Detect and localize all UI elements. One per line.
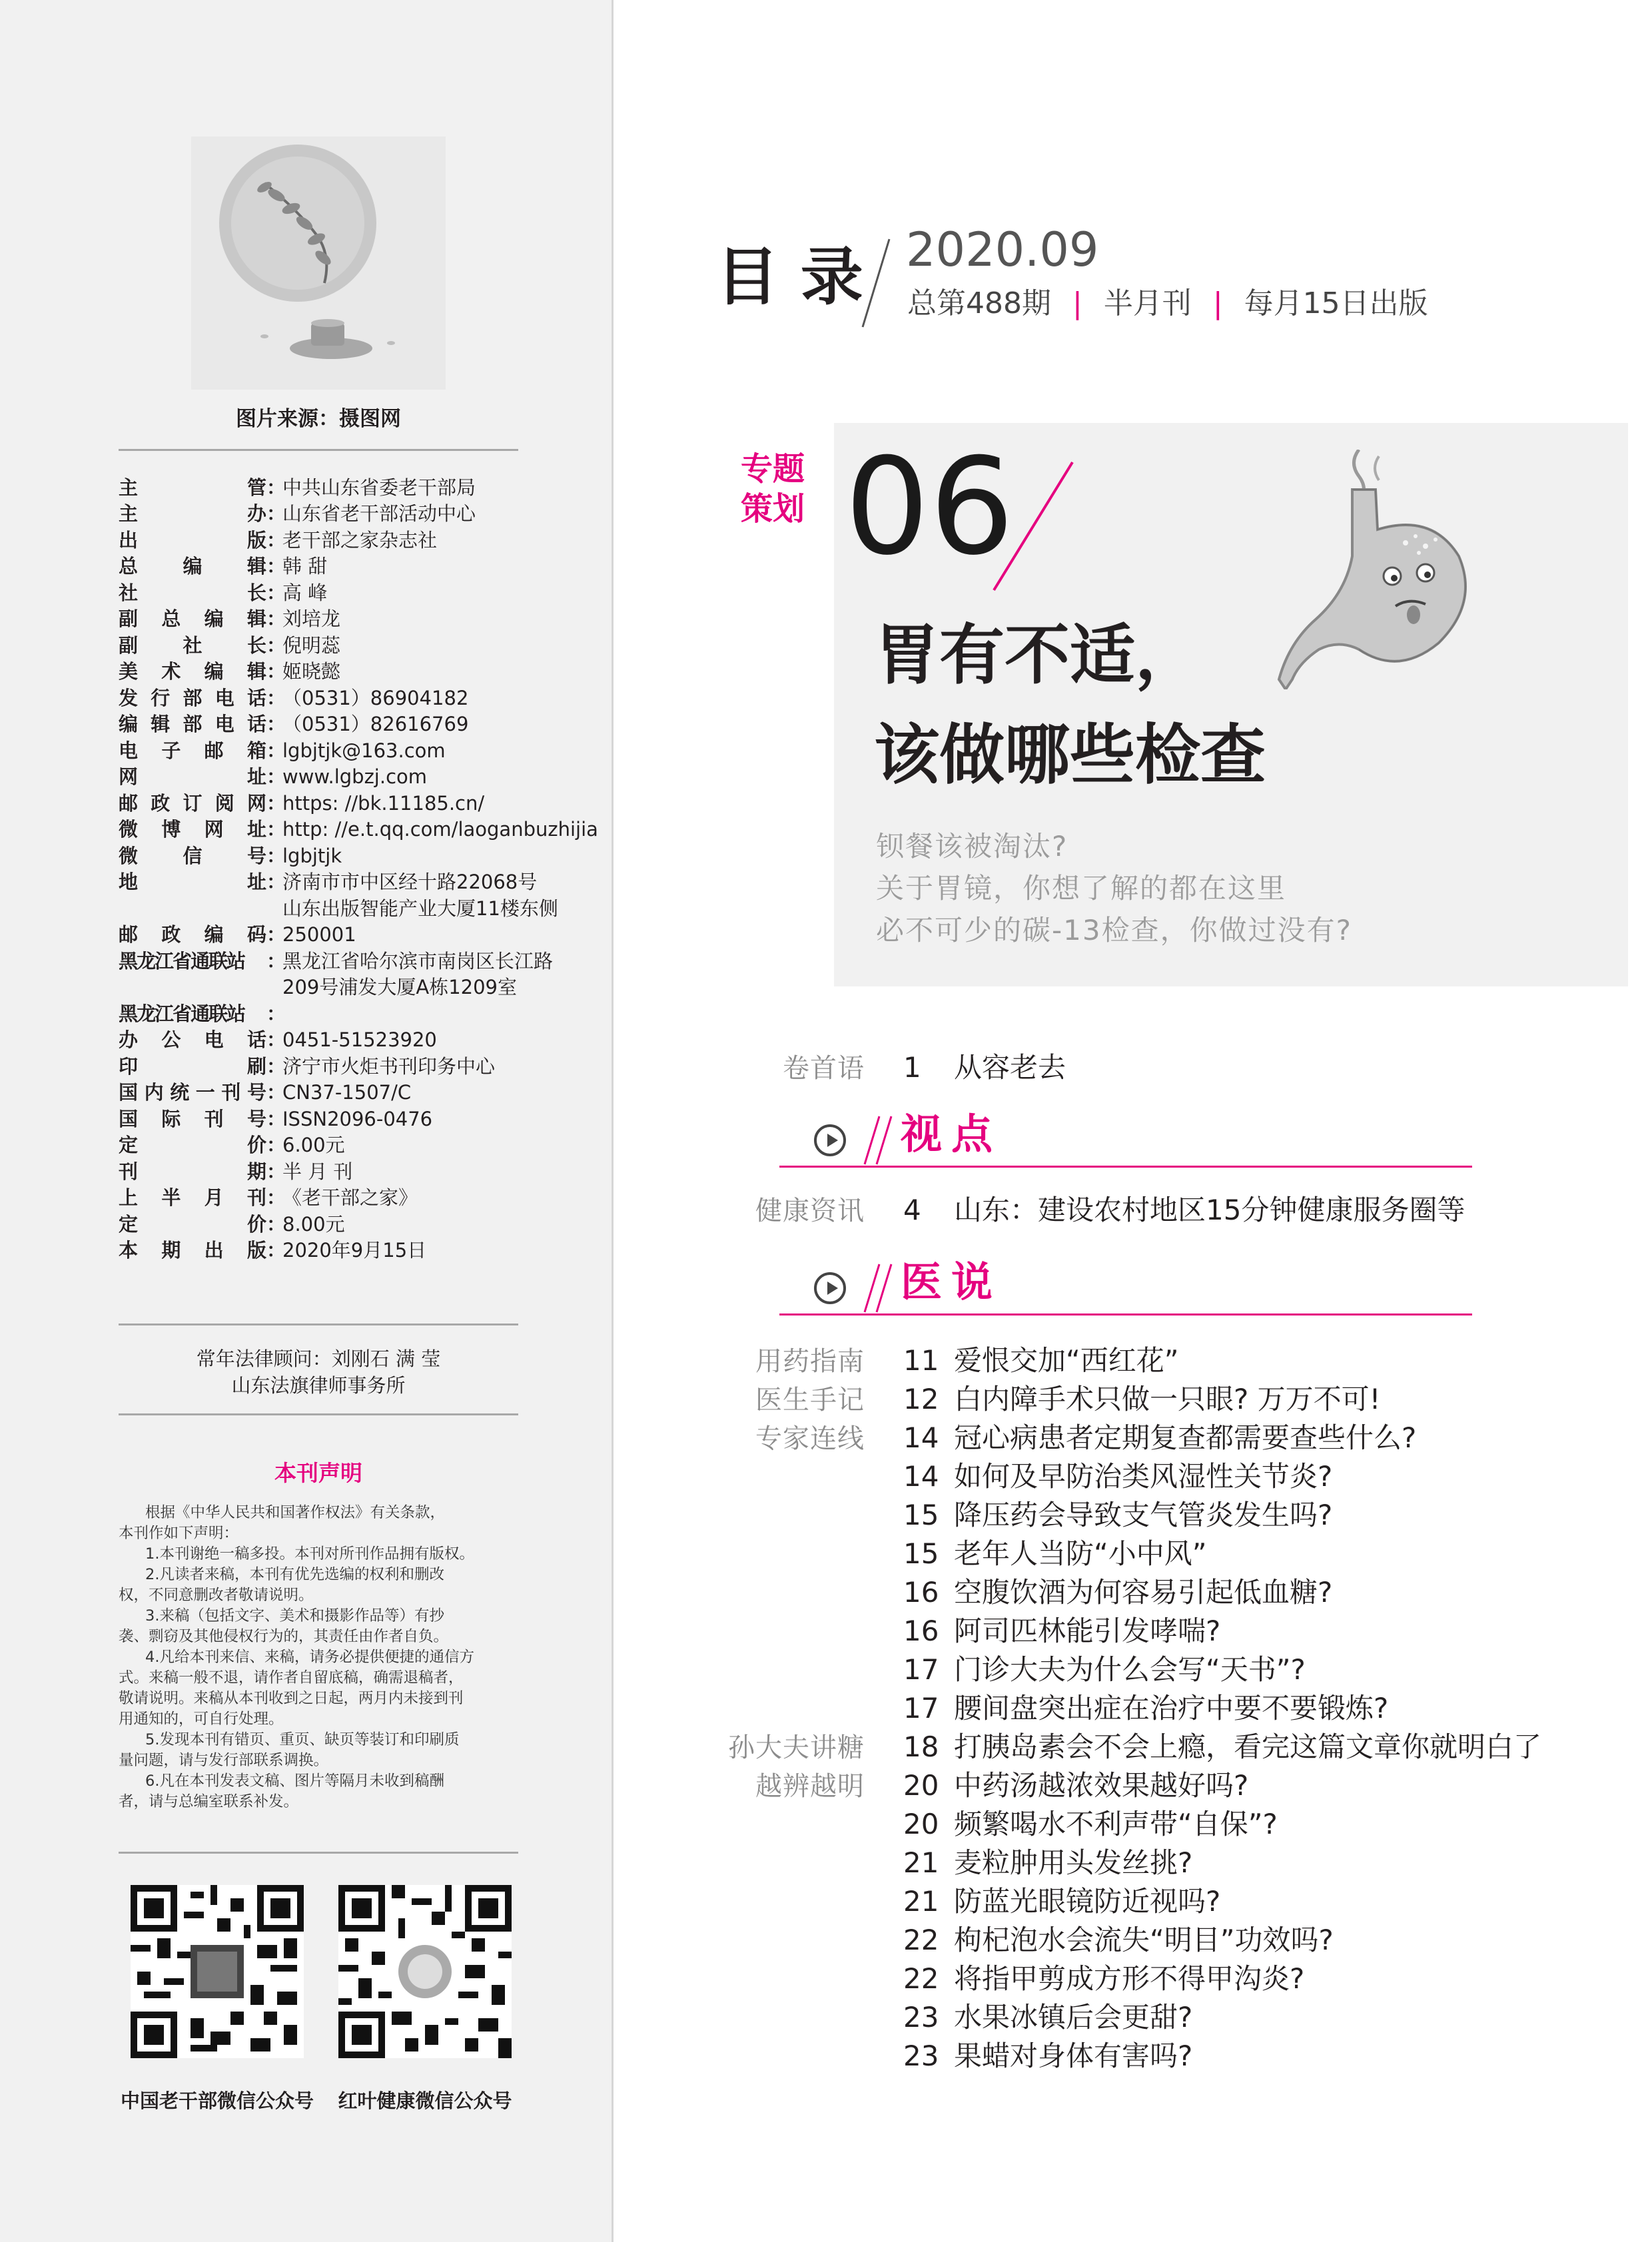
masthead-row bbox=[119, 554, 327, 580]
toc-title[interactable]: 门诊大夫为什么会写“天书”? bbox=[954, 1653, 1306, 1686]
masthead-key: 社 长 bbox=[119, 581, 266, 604]
masthead-colon: ： bbox=[266, 1186, 286, 1209]
divider bbox=[119, 1852, 518, 1854]
toc-page-number: 14 bbox=[903, 1421, 939, 1454]
separator: | bbox=[1072, 286, 1082, 320]
masthead-key: 总 编 辑 bbox=[119, 555, 266, 577]
masthead-key: 刊 期 bbox=[119, 1160, 266, 1183]
masthead-row bbox=[119, 790, 484, 817]
declaration-line: 3.来稿（包括文字、美术和摄影作品等）有抄 bbox=[145, 1607, 444, 1625]
toc-page-number: 22 bbox=[903, 1962, 939, 1995]
masthead-key: 印 刷 bbox=[119, 1054, 266, 1078]
masthead-colon: ： bbox=[266, 581, 286, 604]
section-slash bbox=[859, 1262, 899, 1315]
masthead-colon: ： bbox=[266, 607, 286, 630]
masthead-row bbox=[119, 948, 553, 974]
masthead-colon: ： bbox=[266, 1054, 286, 1078]
masthead-key: 邮 政 编 码 bbox=[119, 923, 266, 946]
toc-category: 孙大夫讲糖 bbox=[728, 1732, 865, 1763]
masthead-key: 国 内 统 一 刊 号 bbox=[119, 1081, 266, 1104]
masthead-value: 2020年9月15日 bbox=[282, 1239, 427, 1262]
feature-tag-2: 策划 bbox=[741, 490, 805, 528]
declaration-line: 袭、剽窃及其他侵权行为的，其责任由作者自负。 bbox=[119, 1628, 449, 1645]
masthead-colon: ： bbox=[266, 555, 286, 577]
masthead-key: 上 半 月 刊 bbox=[119, 1186, 266, 1209]
masthead-key: 副 社 长 bbox=[119, 633, 266, 657]
cover-illustration bbox=[191, 137, 446, 390]
toc-page-number: 12 bbox=[903, 1383, 939, 1415]
toc-page-number: 17 bbox=[903, 1692, 939, 1724]
toc-category: 专家连线 bbox=[755, 1423, 865, 1454]
column-divider bbox=[612, 0, 614, 2242]
feature-title-1: 胃有不适， bbox=[874, 617, 1201, 693]
toc-title[interactable]: 麦粒肿用头发丝挑? bbox=[954, 1846, 1193, 1879]
masthead-value: 中共山东省委老干部局 bbox=[282, 476, 476, 499]
masthead-key: 地 址 bbox=[119, 871, 266, 893]
masthead-row bbox=[119, 1158, 352, 1185]
masthead-colon: ： bbox=[266, 1002, 286, 1025]
masthead-colon: ： bbox=[266, 791, 286, 815]
masthead-key: 副 总 编 辑 bbox=[119, 607, 266, 630]
masthead-value: 6.00元 bbox=[282, 1134, 345, 1156]
masthead-colon: ： bbox=[266, 923, 286, 946]
toc-page-number: 4 bbox=[903, 1194, 921, 1226]
section-title-viewpoint: 视点 bbox=[901, 1110, 1003, 1158]
masthead-row bbox=[119, 579, 327, 606]
masthead-row bbox=[119, 974, 517, 1001]
masthead-colon: ： bbox=[266, 633, 286, 657]
masthead-key: 微 博 网 址 bbox=[119, 818, 266, 841]
masthead-row bbox=[119, 711, 468, 738]
masthead-row bbox=[119, 1027, 437, 1054]
masthead-key: 办 公 电 话 bbox=[119, 1028, 266, 1051]
toc-title[interactable]: 枸杞泡水会流失“明目”功效吗? bbox=[954, 1924, 1334, 1956]
masthead-value: lgbjtjk@163.com bbox=[282, 739, 446, 762]
section-title-medical: 医说 bbox=[901, 1258, 1003, 1306]
declaration-line: 敬请说明。来稿从本刊收到之日起，两月内未接到刊 bbox=[119, 1690, 464, 1707]
publish-day: 每月15日出版 bbox=[1244, 286, 1428, 320]
toc-page-number: 14 bbox=[903, 1460, 939, 1493]
masthead-key: 定 价 bbox=[119, 1134, 266, 1156]
toc-category: 卷首语 bbox=[783, 1053, 865, 1084]
masthead-row bbox=[119, 685, 468, 711]
masthead-row bbox=[119, 737, 446, 764]
masthead-colon: ： bbox=[266, 660, 286, 683]
toc-page-number: 18 bbox=[903, 1730, 939, 1763]
masthead-row bbox=[119, 1132, 345, 1159]
masthead-colon: ： bbox=[266, 476, 286, 499]
masthead-colon: ： bbox=[266, 713, 286, 735]
qr-caption-2: 红叶健康微信公众号 bbox=[338, 2089, 512, 2112]
toc-page-number: 22 bbox=[903, 1924, 939, 1956]
masthead-key: 国 际 刊 号 bbox=[119, 1107, 266, 1130]
masthead-key: 黑 龙 江 省 通 联 站 bbox=[119, 949, 245, 972]
declaration-line: 6.凡在本刊发表文稿、图片等隔月未收到稿酬 bbox=[145, 1772, 444, 1790]
toc-title[interactable]: 从容老去 bbox=[954, 1051, 1066, 1084]
masthead-key: 电 子 邮 箱 bbox=[119, 739, 266, 762]
toc-title[interactable]: 山东：建设农村地区15分钟健康服务圈等 bbox=[954, 1194, 1465, 1226]
masthead-row bbox=[119, 501, 476, 528]
toc-title[interactable]: 腰间盘突出症在治疗中要不要锻炼? bbox=[954, 1692, 1389, 1724]
divider bbox=[119, 449, 518, 451]
masthead-value: （0531）82616769 bbox=[282, 713, 469, 735]
qr-caption-1: 中国老干部微信公众号 bbox=[120, 2089, 314, 2112]
masthead-value: 高 峰 bbox=[282, 581, 328, 604]
toc-category: 医生手记 bbox=[755, 1385, 865, 1415]
declaration-title: 本刊声明 bbox=[274, 1460, 362, 1486]
masthead-value: 济南市市中区经十路22068号 bbox=[282, 871, 538, 893]
toc-page-number: 21 bbox=[903, 1846, 939, 1879]
masthead-value: 250001 bbox=[282, 923, 356, 946]
image-credit: 图片来源：摄图网 bbox=[236, 407, 401, 431]
masthead-key: 编 辑 部 电 话 bbox=[119, 713, 266, 735]
separator: | bbox=[1212, 286, 1223, 320]
toc-category: 健康资讯 bbox=[755, 1196, 865, 1226]
masthead-row bbox=[119, 1053, 495, 1080]
masthead-value: https: //bk.11185.cn/ bbox=[282, 791, 485, 815]
masthead-row bbox=[119, 869, 537, 896]
masthead-value: CN37-1507/C bbox=[282, 1081, 412, 1104]
toc-title[interactable]: 老年人当防“小中风” bbox=[954, 1537, 1207, 1570]
masthead-colon: ： bbox=[266, 686, 286, 709]
toc-title[interactable]: 中药汤越浓效果越好吗? bbox=[954, 1769, 1249, 1802]
masthead-row bbox=[119, 1080, 411, 1106]
declaration-line: 权，不同意删改者敬请说明。 bbox=[119, 1587, 314, 1604]
toc-title[interactable]: 白内障手术只做一只眼? 万万不可! bbox=[954, 1383, 1381, 1415]
masthead-row bbox=[119, 1211, 345, 1238]
masthead-value: 山东出版智能产业大厦11楼东侧 bbox=[282, 897, 558, 920]
toc-page-number: 16 bbox=[903, 1576, 939, 1609]
toc-title[interactable]: 阿司匹林能引发哮喘? bbox=[954, 1615, 1221, 1647]
frequency: 半月刊 bbox=[1103, 286, 1192, 320]
toc-page-number: 20 bbox=[903, 1769, 939, 1802]
declaration-line: 本刊作如下声明： bbox=[119, 1525, 239, 1542]
divider bbox=[119, 1323, 518, 1325]
section-underline bbox=[779, 1166, 1472, 1168]
masthead-key: 邮 政 订 阅 网 bbox=[119, 791, 266, 815]
masthead-colon: ： bbox=[266, 1160, 286, 1183]
masthead-value: 半 月 刊 bbox=[282, 1160, 353, 1183]
masthead-colon: ： bbox=[266, 1107, 286, 1130]
play-icon bbox=[814, 1272, 846, 1304]
masthead-value: 黑龙江省哈尔滨市南岗区长江路 bbox=[282, 949, 554, 972]
masthead-value: 山东省老干部活动中心 bbox=[282, 502, 476, 525]
toc-page-number: 20 bbox=[903, 1808, 939, 1840]
masthead-colon: ： bbox=[266, 1212, 286, 1236]
masthead-row bbox=[119, 843, 342, 869]
masthead-row bbox=[119, 606, 340, 633]
declaration-line: 者，请与总编室联系补发。 bbox=[119, 1793, 299, 1810]
feature-subtitle-1: 钡餐该被淘汰? bbox=[876, 830, 1068, 863]
masthead-key: 定 价 bbox=[119, 1212, 266, 1236]
masthead-row bbox=[119, 895, 558, 922]
masthead-colon: ： bbox=[266, 502, 286, 525]
masthead-key: 主 管 bbox=[119, 476, 266, 499]
feature-slash bbox=[986, 460, 1079, 593]
toc-title[interactable]: 冠心病患者定期复查都需要查些什么? bbox=[954, 1421, 1417, 1454]
masthead-colon: ： bbox=[266, 739, 286, 762]
toc-page-number: 15 bbox=[903, 1499, 939, 1531]
toc-page-number: 17 bbox=[903, 1653, 939, 1686]
masthead-row bbox=[119, 527, 437, 554]
declaration-line: 式。来稿一般不退，请作者自留底稿，确需退稿者， bbox=[119, 1669, 464, 1686]
declaration-line: 2.凡读者来稿，本刊有优先选编的权利和删改 bbox=[145, 1566, 444, 1583]
masthead-colon: ： bbox=[266, 765, 286, 788]
declaration-line: 用通知的，可自行处理。 bbox=[119, 1710, 284, 1728]
issue-number: 总第488期 bbox=[907, 286, 1051, 320]
toc-category: 越辨越明 bbox=[755, 1771, 865, 1802]
play-icon bbox=[814, 1124, 846, 1156]
masthead-key: 主 办 bbox=[119, 502, 266, 525]
masthead-colon: ： bbox=[266, 1028, 286, 1051]
issue-date: 2020.09 bbox=[906, 222, 1099, 277]
masthead-row bbox=[119, 474, 476, 501]
declaration-line: 5.发现本刊有错页、重页、缺页等装订和印刷质 bbox=[145, 1731, 460, 1748]
page-title: 目 录 bbox=[716, 241, 863, 314]
issue-info bbox=[907, 286, 1428, 320]
masthead-value: www.lgbzj.com bbox=[282, 765, 428, 788]
declaration-line: 量问题，请与发行部联系调换。 bbox=[119, 1752, 329, 1769]
masthead-colon: ： bbox=[266, 871, 286, 893]
toc-page-number: 23 bbox=[903, 2040, 939, 2072]
toc-page-number: 15 bbox=[903, 1537, 939, 1570]
toc-page-number: 11 bbox=[903, 1344, 939, 1377]
masthead-value: 209号浦发大厦A栋1209室 bbox=[282, 976, 517, 998]
masthead-value: 姬晓懿 bbox=[282, 660, 341, 683]
toc-title[interactable]: 降压药会导致支气管炎发生吗? bbox=[954, 1499, 1333, 1531]
toc-category: 用药指南 bbox=[755, 1346, 865, 1377]
masthead-row bbox=[119, 659, 340, 685]
masthead-colon: ： bbox=[266, 528, 286, 552]
toc-title[interactable]: 打胰岛素会不会上瘾，看完这篇文章你就明白了 bbox=[954, 1730, 1542, 1763]
masthead-row bbox=[119, 764, 427, 791]
stomach-illustration bbox=[1266, 450, 1485, 689]
masthead-value: 济宁市火炬书刊印务中心 bbox=[282, 1054, 496, 1078]
masthead-colon: ： bbox=[266, 1239, 286, 1262]
masthead-value: 刘培龙 bbox=[282, 607, 341, 630]
masthead-key: 出 版 bbox=[119, 528, 266, 552]
toc-title[interactable]: 果蜡对身体有害吗? bbox=[954, 2040, 1193, 2072]
masthead-colon: ： bbox=[266, 949, 286, 972]
masthead-row bbox=[119, 1238, 426, 1264]
masthead-value: 8.00元 bbox=[282, 1212, 345, 1236]
masthead-value: 《老干部之家》 bbox=[282, 1186, 418, 1209]
masthead-row bbox=[119, 1185, 418, 1212]
qr-code-hongye bbox=[338, 1885, 512, 2058]
section-underline bbox=[779, 1313, 1472, 1315]
section-slash bbox=[859, 1114, 899, 1167]
feature-page-number: 06 bbox=[845, 430, 1015, 585]
masthead-key: 黑 龙 江 省 通 联 站 bbox=[119, 1002, 245, 1025]
feature-tag-1: 专题 bbox=[741, 450, 805, 488]
masthead-row bbox=[119, 817, 598, 843]
law-firm: 山东法旗律师事务所 bbox=[231, 1374, 406, 1397]
toc-page-number: 21 bbox=[903, 1885, 939, 1918]
masthead-value: ISSN2096-0476 bbox=[282, 1107, 433, 1130]
toc-page-number: 16 bbox=[903, 1615, 939, 1647]
masthead-value: （0531）86904182 bbox=[282, 686, 469, 709]
divider bbox=[119, 1413, 518, 1415]
feature-subtitle-2: 关于胃镜，你想了解的都在这里 bbox=[876, 872, 1287, 905]
header-slash bbox=[856, 236, 896, 330]
legal-advisor: 常年法律顾问：刘刚石 满 莹 bbox=[196, 1347, 441, 1370]
feature-title-2: 该做哪些检查 bbox=[874, 717, 1266, 793]
masthead-key: 本 期 出 版 bbox=[119, 1239, 266, 1262]
masthead-row bbox=[119, 922, 356, 948]
toc-title[interactable]: 水果冰镇后会更甜? bbox=[954, 2001, 1193, 2034]
masthead-value: 韩 甜 bbox=[282, 555, 328, 577]
toc-title[interactable]: 爱恨交加“西红花” bbox=[954, 1344, 1179, 1377]
masthead-key: 发 行 部 电 话 bbox=[119, 686, 266, 709]
feature-subtitle-3: 必不可少的碳-13检查，你做过没有? bbox=[876, 914, 1352, 946]
toc-page-number: 23 bbox=[903, 2001, 939, 2034]
masthead-key: 微 信 号 bbox=[119, 844, 266, 867]
toc-title[interactable]: 将指甲剪成方形不得甲沟炎? bbox=[954, 1962, 1305, 1995]
declaration-line: 1.本刊谢绝一稿多投。本刊对所刊作品拥有版权。 bbox=[145, 1545, 474, 1563]
toc-page-number: 1 bbox=[903, 1051, 921, 1084]
declaration-line: 根据《中华人民共和国著作权法》有关条款， bbox=[145, 1504, 446, 1521]
masthead-value: 0451-51523920 bbox=[282, 1028, 437, 1051]
masthead-row bbox=[119, 1106, 432, 1132]
toc-title[interactable]: 防蓝光眼镜防近视吗? bbox=[954, 1885, 1221, 1918]
masthead-row bbox=[119, 1000, 286, 1027]
toc-title[interactable]: 空腹饮酒为何容易引起低血糖? bbox=[954, 1576, 1333, 1609]
masthead-key: 网 址 bbox=[119, 765, 266, 788]
masthead-row bbox=[119, 632, 340, 659]
masthead-value: lgbjtjk bbox=[282, 844, 342, 867]
masthead-colon: ： bbox=[266, 1081, 286, 1104]
qr-code-zhongguo bbox=[131, 1885, 304, 2058]
masthead-value: http: //e.t.qq.com/laoganbuzhijia bbox=[282, 818, 598, 841]
toc-title[interactable]: 如何及早防治类风湿性关节炎? bbox=[954, 1460, 1333, 1493]
masthead-value: 倪明蕊 bbox=[282, 633, 341, 657]
masthead-value: 老干部之家杂志社 bbox=[282, 528, 438, 552]
masthead-key: 美 术 编 辑 bbox=[119, 660, 266, 683]
masthead-colon: ： bbox=[266, 818, 286, 841]
toc-title[interactable]: 频繁喝水不利声带“自保”? bbox=[954, 1808, 1278, 1840]
masthead-colon: ： bbox=[266, 1134, 286, 1156]
masthead-colon: ： bbox=[266, 844, 286, 867]
declaration-line: 4.凡给本刊来信、来稿，请务必提供便捷的通信方 bbox=[145, 1649, 474, 1666]
